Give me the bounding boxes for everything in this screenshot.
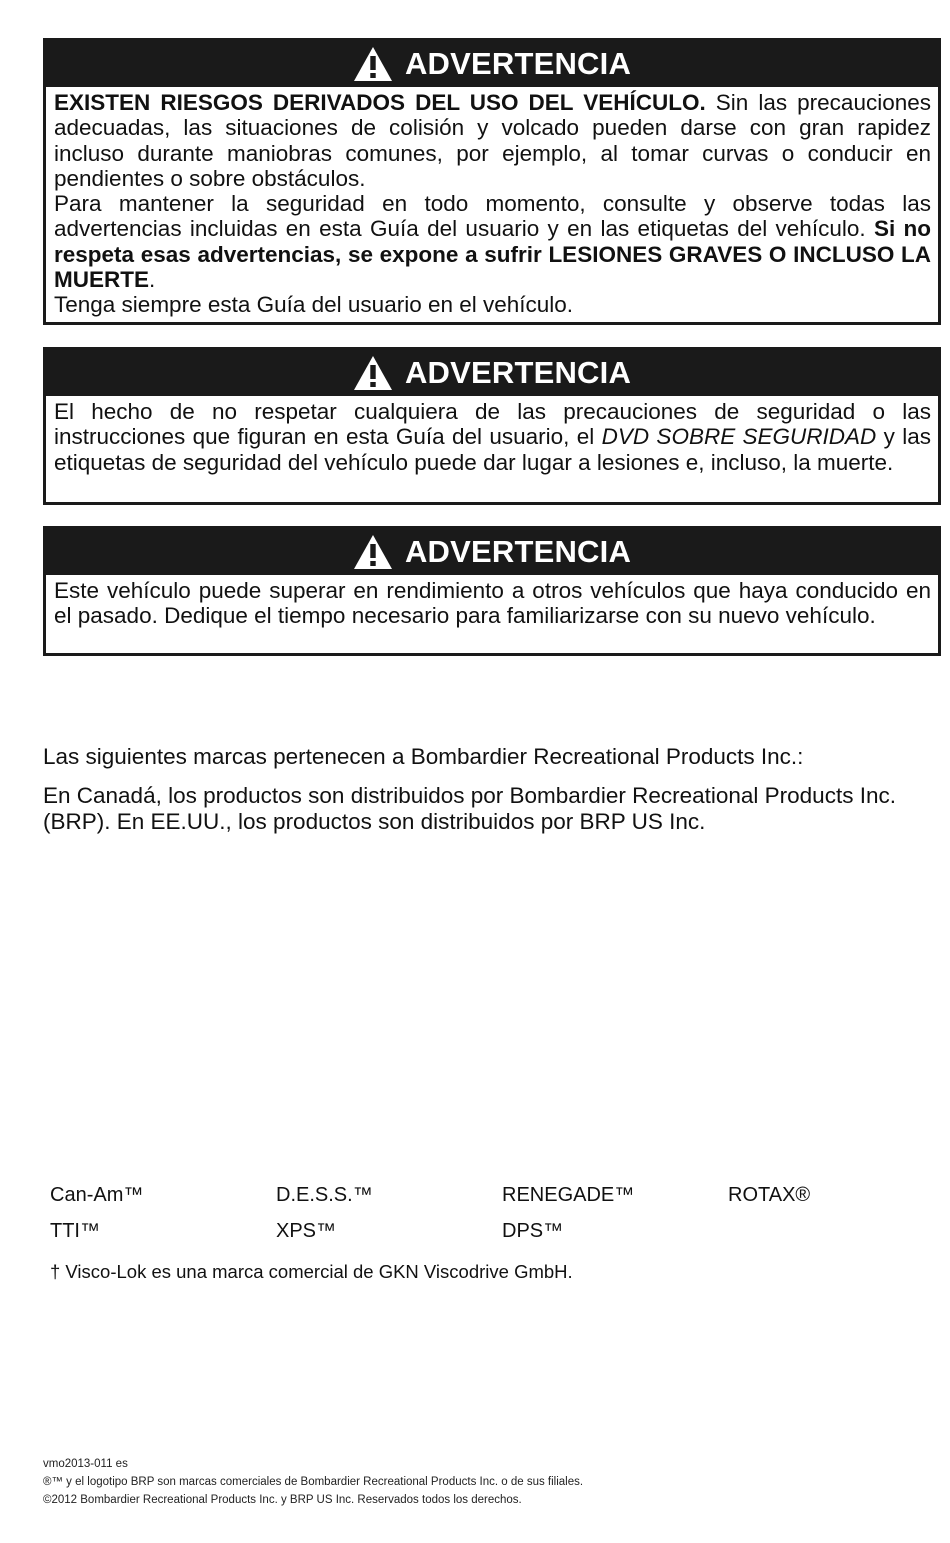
copyright-line: ©2012 Bombardier Recreational Products Inc. y BRP US Inc. Reservados todos los derechos. (43, 1494, 522, 1506)
trademark-item: Can-Am™ (50, 1184, 144, 1206)
warning-triangle-icon (353, 355, 393, 391)
warning-body (46, 396, 938, 479)
warning-triangle-icon (353, 534, 393, 570)
distribution-text: En Canadá, los productos son distribuidos por Bombardier Recreational Products Inc. (BRP). En EE.UU., los productos son distribuidos por BRP US Inc. (43, 783, 896, 834)
trademark-item: TTI™ (50, 1220, 100, 1242)
warning-text: Para mantener la seguridad en todo momento, consulte y observe todas las advertencias incluidas en esta Guía del usuario y en las etiquetas del vehículo. (54, 191, 931, 242)
warning-body (46, 87, 938, 322)
warning-body (46, 575, 938, 633)
trademark-item: RENEGADE™ (502, 1184, 635, 1206)
warning-text-end: . (149, 267, 156, 293)
warning-header (46, 350, 938, 396)
warning-title: ADVERTENCIA (404, 46, 632, 81)
warning-title: ADVERTENCIA (404, 534, 632, 569)
document-code: vmo2013-011 es (43, 1458, 128, 1470)
trademark-item: ROTAX® (728, 1184, 811, 1206)
warning-text: Sin las precauciones adecuadas, las situaciones de colisión y volcado pueden darse con gran rapidez incluso durante maniobras comunes, por ejemplo, al tomar curvas o conducir en pendientes o sobre obstáculos. (54, 90, 931, 191)
trademark-list (50, 1183, 950, 1243)
trademark-item: XPS™ (276, 1220, 337, 1242)
warning-text: Tenga siempre esta Guía del usuario en el vehículo. (54, 292, 574, 318)
warning-triangle-icon (353, 46, 393, 82)
warning-header (46, 529, 938, 575)
warning-bold-text: Si no respeta esas advertencias, se expone a sufrir LESIONES GRAVES O INCLUSO LA MUERTE (54, 216, 932, 293)
warning-box-1 (43, 38, 941, 325)
warning-box-3 (43, 526, 941, 656)
trademark-item: D.E.S.S.™ (276, 1184, 373, 1206)
visco-lok-footnote: † Visco-Lok es una marca comercial de GKN Viscodrive GmbH. (50, 1261, 573, 1282)
warning-header (46, 41, 938, 87)
warning-text: El hecho de no respetar cualquiera de las precauciones de seguridad o las instrucciones que figuran en esta Guía del usuario, el (54, 399, 931, 450)
trademarks-heading: Las siguientes marcas pertenecen a Bombardier Recreational Products Inc.: (43, 744, 804, 769)
warning-box-2 (43, 347, 941, 505)
warning-title: ADVERTENCIA (404, 355, 632, 390)
warning-text: Este vehículo puede superar en rendimiento a otros vehículos que haya conducido en el pasado. Dedique el tiempo necesario para familiarizarse con su nuevo vehículo. (54, 578, 931, 629)
warning-italic-text: DVD SOBRE SEGURIDAD (601, 424, 877, 450)
legal-trademark-line: ®™ y el logotipo BRP son marcas comerciales de Bombardier Recreational Products Inc. o de sus filiales. (43, 1476, 584, 1488)
warning-text: y las etiquetas de seguridad del vehículo puede dar lugar a lesiones e, incluso, la muerte. (54, 424, 931, 475)
trademark-item: DPS™ (502, 1220, 564, 1242)
warning-bold-lead: EXISTEN RIESGOS DERIVADOS DEL USO DEL VEHÍCULO. (54, 90, 706, 115)
